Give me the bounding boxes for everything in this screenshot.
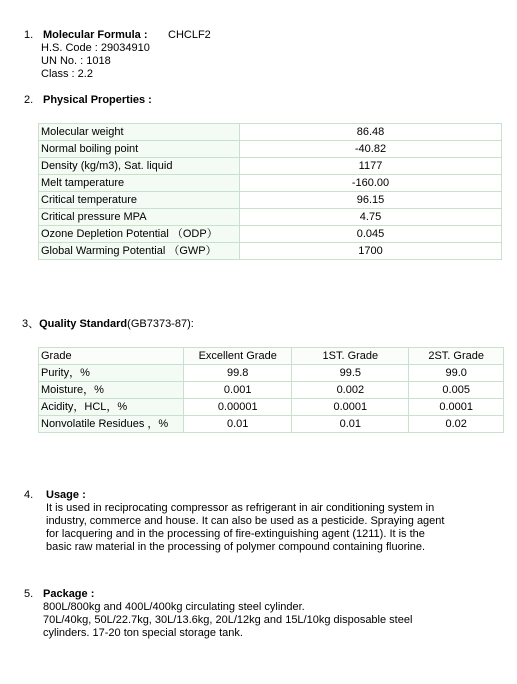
quality-value: 0.01 xyxy=(184,416,292,433)
package-line: 70L/40kg, 50L/22.7kg, 30L/13.6kg, 20L/12kg and 15L/10kg disposable steel xyxy=(43,614,413,626)
property-row xyxy=(39,175,502,192)
quality-standard-table xyxy=(38,347,504,433)
property-label: Ozone Depletion Potential （ODP） xyxy=(39,226,240,243)
property-label: Melt tamperature xyxy=(39,175,240,192)
quality-standard-title: Quality Standard xyxy=(39,318,128,330)
usage-text xyxy=(46,502,444,554)
quality-item-label: Purity，% xyxy=(39,365,184,382)
class-value: Class : 2.2 xyxy=(41,68,93,80)
section-2-number: 2. xyxy=(24,94,34,106)
property-label: Critical pressure MPA xyxy=(39,209,240,226)
quality-row xyxy=(39,399,504,416)
grade-header-cell: 2ST. Grade xyxy=(409,348,504,365)
molecular-formula-value: CHCLF2 xyxy=(168,29,211,41)
property-row xyxy=(39,243,502,260)
property-row xyxy=(39,158,502,175)
property-value: 1700 xyxy=(240,243,502,260)
quality-row xyxy=(39,382,504,399)
section-5-number: 5. xyxy=(24,588,34,600)
quality-value: 0.001 xyxy=(184,382,292,399)
quality-value: 0.005 xyxy=(409,382,504,399)
quality-standard-heading xyxy=(22,315,194,331)
property-row xyxy=(39,141,502,158)
quality-value: 0.0001 xyxy=(409,399,504,416)
package-text xyxy=(43,601,412,640)
property-value: 86.48 xyxy=(240,124,502,141)
grade-header-cell: 1ST. Grade xyxy=(292,348,409,365)
quality-row xyxy=(39,365,504,382)
quality-item-label: Moisture，% xyxy=(39,382,184,399)
section-4-number: 4. xyxy=(24,489,34,501)
property-label: Density (kg/m3), Sat. liquid xyxy=(39,158,240,175)
quality-value: 0.002 xyxy=(292,382,409,399)
grade-header-cell: Excellent Grade xyxy=(184,348,292,365)
property-label: Global Warming Potential （GWP） xyxy=(39,243,240,260)
quality-item-label: Nonvolatile Residues ，% xyxy=(39,416,184,433)
un-number: UN No. : 1018 xyxy=(41,55,111,67)
package-line: 800L/800kg and 400L/400kg circulating steel cylinder. xyxy=(43,601,305,613)
quality-value: 99.5 xyxy=(292,365,409,382)
property-value: -40.82 xyxy=(240,141,502,158)
quality-value: 99.0 xyxy=(409,365,504,382)
quality-item-label: Acidity，HCL，% xyxy=(39,399,184,416)
physical-properties-title: Physical Properties : xyxy=(43,94,152,106)
quality-value: 0.01 xyxy=(292,416,409,433)
usage-line: It is used in reciprocating compressor as refrigerant in air conditioning system in xyxy=(46,502,435,514)
property-label: Molecular weight xyxy=(39,124,240,141)
property-row xyxy=(39,209,502,226)
quality-value: 0.0001 xyxy=(292,399,409,416)
property-value: 1177 xyxy=(240,158,502,175)
quality-row xyxy=(39,416,504,433)
property-row xyxy=(39,124,502,141)
quality-value: 0.02 xyxy=(409,416,504,433)
molecular-formula-label: Molecular Formula : xyxy=(43,29,148,41)
property-label: Critical temperature xyxy=(39,192,240,209)
property-value: -160.00 xyxy=(240,175,502,192)
hs-code: H.S. Code : 29034910 xyxy=(41,42,150,54)
property-row xyxy=(39,226,502,243)
section-3-number: 3、 xyxy=(22,318,40,330)
physical-properties-table xyxy=(38,123,502,260)
usage-title: Usage : xyxy=(46,489,86,501)
quality-value: 99.8 xyxy=(184,365,292,382)
usage-line: industry, commerce and house. It can also be used as a pesticide. Spraying agent xyxy=(46,515,445,527)
package-title: Package : xyxy=(43,588,95,600)
property-value: 4.75 xyxy=(240,209,502,226)
property-value: 0.045 xyxy=(240,226,502,243)
package-line: cylinders. 17-20 ton special storage tank. xyxy=(43,627,243,639)
property-row xyxy=(39,192,502,209)
usage-line: basic raw material in the processing of polymer compound containing fluorine. xyxy=(46,541,426,553)
grade-header-row xyxy=(39,348,504,365)
quality-value: 0.00001 xyxy=(184,399,292,416)
section-1-number: 1. xyxy=(24,29,34,41)
quality-standard-suffix: (GB7373-87): xyxy=(127,318,194,330)
property-value: 96.15 xyxy=(240,192,502,209)
property-label: Normal boiling point xyxy=(39,141,240,158)
usage-line: for lacquering and in the processing of fire-extinguishing agent (1211). It is the xyxy=(46,528,425,540)
grade-header-cell: Grade xyxy=(39,348,184,365)
